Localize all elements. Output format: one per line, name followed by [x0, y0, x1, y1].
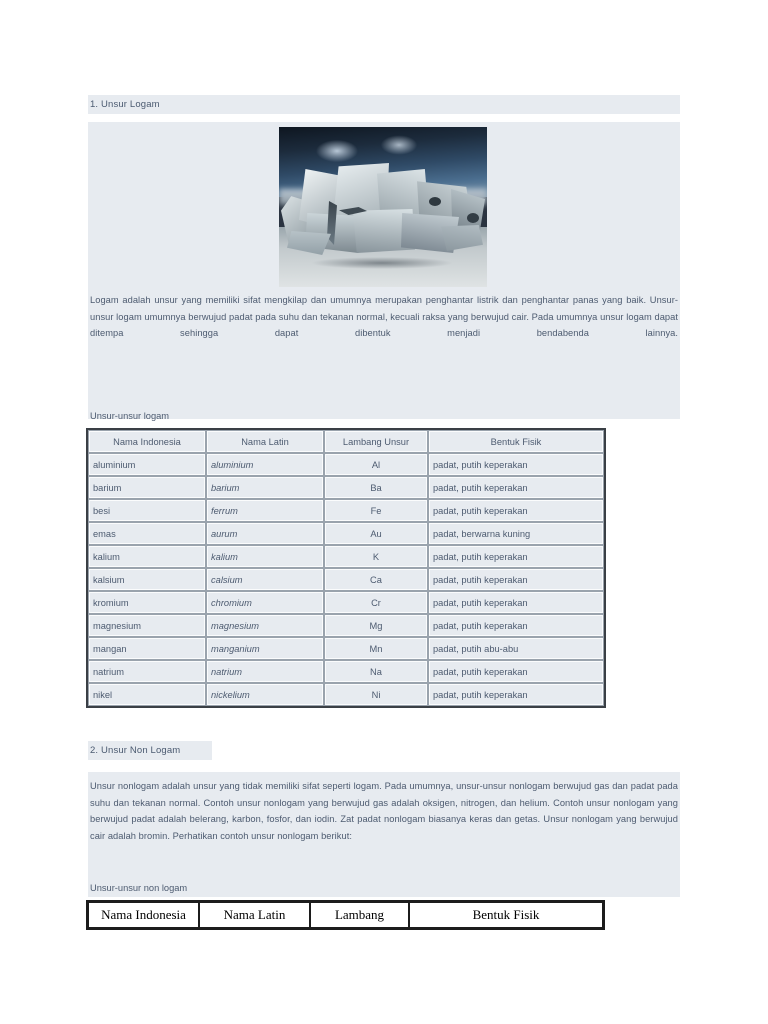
nonmetal-elements-table [86, 900, 605, 930]
metal-header-nama-latin: Nama Latin [206, 430, 324, 453]
table-row [88, 545, 604, 568]
metal-cell-form: padat, putih keperakan [428, 476, 604, 499]
metal-cell-name-id: kromium [88, 591, 206, 614]
table-row [88, 476, 604, 499]
nonmetal-header-nama-latin: Nama Latin [199, 902, 310, 928]
metal-cell-name-latin: magnesium [206, 614, 324, 637]
metal-cell-symbol: Al [324, 453, 428, 476]
metal-cell-symbol: K [324, 545, 428, 568]
nonmetal-header-bentuk-fisik: Bentuk Fisik [409, 902, 603, 928]
metal-cell-name-latin: chromium [206, 591, 324, 614]
metal-cell-name-id: nikel [88, 683, 206, 706]
metal-cell-name-latin: nickelium [206, 683, 324, 706]
section-1-paragraph [90, 292, 678, 358]
metal-cell-form: padat, putih keperakan [428, 614, 604, 637]
metal-cell-form: padat, putih keperakan [428, 453, 604, 476]
table-row [88, 683, 604, 706]
nonmetal-header-nama-indonesia: Nama Indonesia [88, 902, 199, 928]
table-row [88, 568, 604, 591]
table-row [88, 660, 604, 683]
table-row [88, 499, 604, 522]
metal-cell-form: padat, putih keperakan [428, 568, 604, 591]
metal-cell-name-id: natrium [88, 660, 206, 683]
metal-cell-name-id: magnesium [88, 614, 206, 637]
metal-cell-name-id: kalsium [88, 568, 206, 591]
metal-table-body [88, 430, 604, 706]
metal-header-bentuk-fisik: Bentuk Fisik [428, 430, 604, 453]
section-1-heading-bar [88, 95, 680, 114]
nonmetal-table-header-row [88, 902, 603, 928]
section-2-heading: 2. Unsur Non Logam [90, 745, 181, 756]
metal-table-caption: Unsur-unsur logam [90, 411, 170, 421]
metal-cell-symbol: Au [324, 522, 428, 545]
metal-table-header-row [88, 430, 604, 453]
table-row [88, 614, 604, 637]
metal-cell-name-latin: kalium [206, 545, 324, 568]
metal-cell-name-latin: barium [206, 476, 324, 499]
metal-cell-name-latin: manganium [206, 637, 324, 660]
metal-cell-form: padat, putih keperakan [428, 683, 604, 706]
metal-cell-name-id: emas [88, 522, 206, 545]
metal-cell-form: padat, putih abu-abu [428, 637, 604, 660]
metal-cell-form: padat, putih keperakan [428, 499, 604, 522]
metal-cell-name-id: besi [88, 499, 206, 522]
metal-cell-name-latin: aurum [206, 522, 324, 545]
metal-cell-form: padat, putih keperakan [428, 660, 604, 683]
table-row [88, 522, 604, 545]
nonmetal-header-lambang: Lambang [310, 902, 409, 928]
section-1-heading: 1. Unsur Logam [90, 99, 160, 110]
metal-cell-name-id: kalium [88, 545, 206, 568]
metal-cell-name-latin: aluminium [206, 453, 324, 476]
metal-cell-name-latin: calsium [206, 568, 324, 591]
metal-cell-name-id: barium [88, 476, 206, 499]
metal-cell-form: padat, putih keperakan [428, 545, 604, 568]
metal-cell-form: padat, putih keperakan [428, 591, 604, 614]
metal-cell-symbol: Mg [324, 614, 428, 637]
metal-cell-symbol: Ca [324, 568, 428, 591]
metal-cell-symbol: Ba [324, 476, 428, 499]
metal-cell-symbol: Na [324, 660, 428, 683]
metal-cell-name-id: aluminium [88, 453, 206, 476]
metal-cell-symbol: Mn [324, 637, 428, 660]
nonmetal-table-body [88, 902, 603, 928]
metal-header-lambang-unsur: Lambang Unsur [324, 430, 428, 453]
metal-cell-symbol: Fe [324, 499, 428, 522]
metal-specimen-photo [279, 127, 487, 287]
section-1-paragraph-text: Logam adalah unsur yang memiliki sifat mengkilap dan umumnya merupakan penghantar listrik dan penghantar panas yang baik. Unsur-unsur logam umumnya berwujud padat pada suhu dan tekanan normal, kecuali raksa yang berwujud cair. Pada umumnya unsur logam dapat ditempa sehingga dapat dibentuk menjadi bendabenda lainnya. [90, 295, 678, 338]
section-2-paragraph [90, 778, 678, 844]
table-row [88, 637, 604, 660]
metal-cell-name-id: mangan [88, 637, 206, 660]
metal-cell-form: padat, berwarna kuning [428, 522, 604, 545]
photo-metal-rock [281, 163, 485, 259]
metal-cell-name-latin: natrium [206, 660, 324, 683]
table-row [88, 591, 604, 614]
metal-header-nama-indonesia: Nama Indonesia [88, 430, 206, 453]
section-2-paragraph-text: Unsur nonlogam adalah unsur yang tidak memiliki sifat seperti logam. Pada umumnya, unsur-unsur nonlogam berwujud gas dan padat pada suhu dan tekanan normal. Contoh unsur nonlogam yang berwujud gas adalah oksigen, nitrogen, dan helium. Contoh unsur nonlogam yang berwujud padat adalah belerang, karbon, fosfor, dan iodin. Zat padat nonlogam biasanya keras dan getas. Unsur nonlogam yang berwujud cair adalah bromin. Perhatikan contoh unsur nonlogam berikut: [90, 781, 678, 841]
metal-cell-symbol: Ni [324, 683, 428, 706]
nonmetal-table-caption: Unsur-unsur non logam [90, 883, 188, 893]
metal-cell-name-latin: ferrum [206, 499, 324, 522]
table-row [88, 453, 604, 476]
metal-cell-symbol: Cr [324, 591, 428, 614]
metal-elements-table [86, 428, 606, 708]
